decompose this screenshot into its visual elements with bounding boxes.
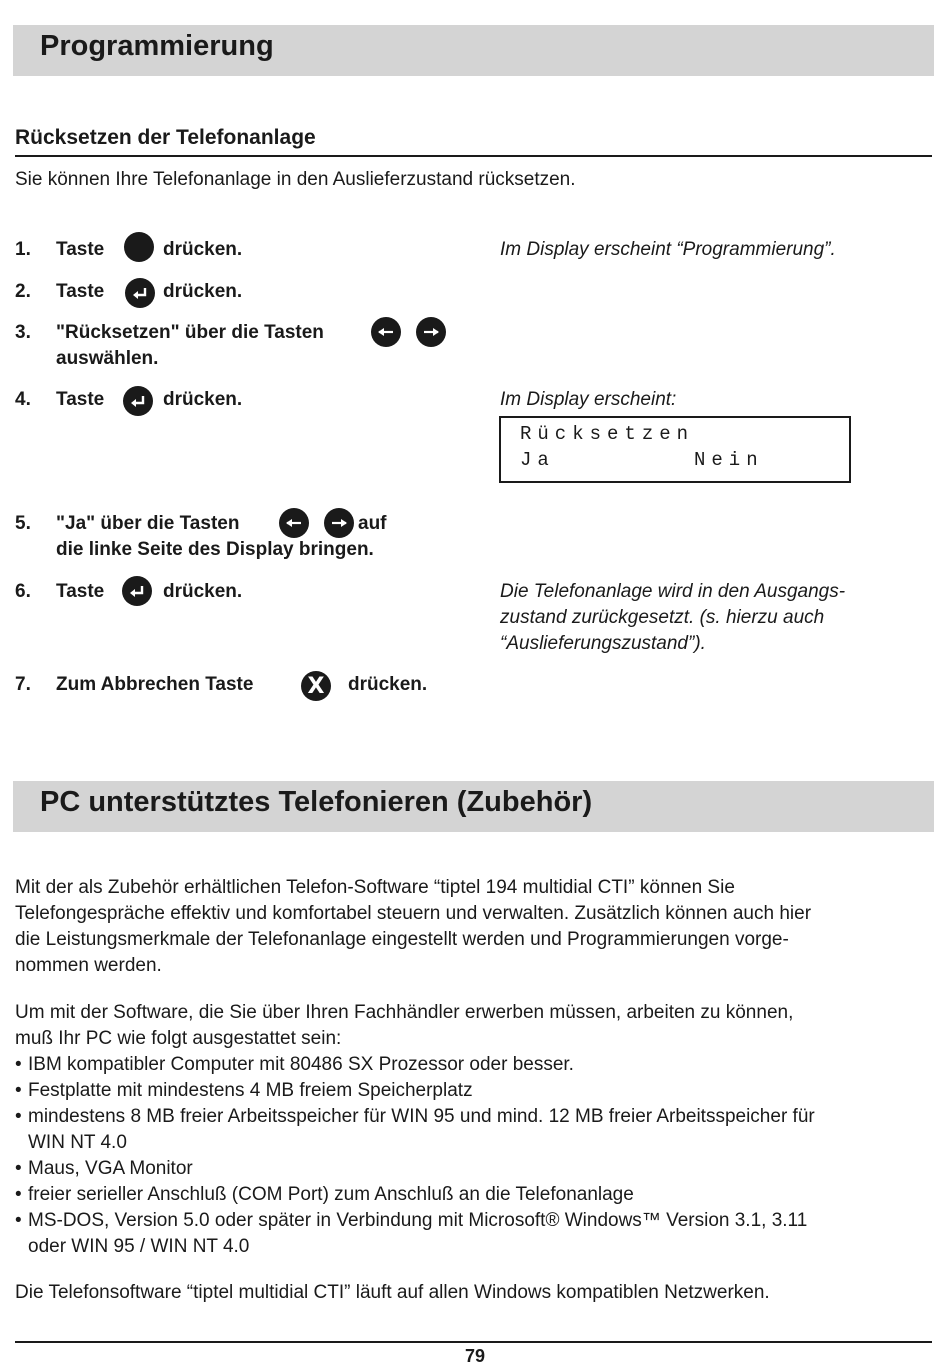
display-option-ja: Ja — [520, 449, 555, 471]
step-text-line1: "Rücksetzen" über die Tasten — [56, 322, 324, 343]
paragraph-2-line-2: muß Ihr PC wie folgt ausgestattet sein: — [15, 1028, 342, 1049]
requirement-text: MS-DOS, Version 5.0 oder später in Verbindung mit Microsoft® Windows™ Version 3.1, 3.11 — [28, 1210, 808, 1231]
requirement-text-continued: WIN NT 4.0 — [28, 1132, 127, 1153]
enter-key-icon — [123, 386, 153, 416]
paragraph-1-line-2: Telefongespräche effektiv und komfortabel steuern und verwalten. Zusätzlich können auch hier — [15, 903, 812, 924]
divider-rule — [15, 155, 932, 157]
cancel-key-icon: X — [301, 671, 331, 701]
section-title-pc-telephony: PC unterstütztes Telefonieren (Zubehör) — [40, 786, 593, 818]
step-text-post: drücken. — [348, 674, 428, 695]
requirement-text: freier serieller Anschluß (COM Port) zum Anschluß an die Telefonanlage — [28, 1184, 634, 1205]
requirement-text: Maus, VGA Monitor — [28, 1158, 193, 1179]
section-title-programmierung: Programmierung — [40, 30, 274, 62]
step-text-line1-pre: "Ja" über die Tasten — [56, 513, 240, 534]
display-line-1: Rücksetzen — [520, 423, 695, 445]
bullet-marker: • — [15, 1106, 22, 1127]
note-step-6-line-2: zustand zurückgesetzt. (s. hierzu auch — [500, 607, 825, 628]
footer-rule — [15, 1341, 932, 1343]
subheading-reset: Rücksetzen der Telefonanlage — [15, 126, 316, 149]
note-step-6-line-1: Die Telefonanlage wird in den Ausgangs- — [500, 581, 846, 602]
step-text-line2: die linke Seite des Display bringen. — [56, 539, 374, 560]
requirement-text: Festplatte mit mindestens 4 MB freiem Speicherplatz — [28, 1080, 473, 1101]
step-number: 2. — [15, 281, 31, 302]
left-arrow-key-icon — [371, 317, 401, 347]
display-option-nein: Nein — [694, 449, 764, 471]
step-text-pre: Taste — [56, 281, 105, 302]
paragraph-2-line-1: Um mit der Software, die Sie über Ihren Fachhändler erwerben müssen, arbeiten zu können, — [15, 1002, 794, 1023]
right-arrow-key-icon — [324, 508, 354, 538]
right-arrow-key-icon — [416, 317, 446, 347]
step-text-post: drücken. — [163, 281, 243, 302]
note-step-4: Im Display erscheint: — [500, 389, 677, 410]
paragraph-1-line-3: die Leistungsmerkmale der Telefonanlage eingestellt werden und Programmierungen vorge- — [15, 929, 789, 950]
bullet-marker: • — [15, 1054, 22, 1075]
step-text-pre: Zum Abbrechen Taste — [56, 674, 254, 695]
step-number: 6. — [15, 581, 31, 602]
step-text-post: drücken. — [163, 239, 243, 260]
requirement-text-continued: oder WIN 95 / WIN NT 4.0 — [28, 1236, 250, 1257]
step-text-post: drücken. — [163, 389, 243, 410]
paragraph-1-line-4: nommen werden. — [15, 955, 162, 976]
enter-key-icon — [122, 576, 152, 606]
bullet-marker: • — [15, 1158, 22, 1179]
bullet-marker: • — [15, 1184, 22, 1205]
step-number: 7. — [15, 674, 31, 695]
step-number: 3. — [15, 322, 31, 343]
closing-text: Die Telefonsoftware “tiptel multidial CTI” läuft auf allen Windows kompatiblen Netzwerken. — [15, 1282, 770, 1303]
step-text-pre: Taste — [56, 239, 105, 260]
step-number: 5. — [15, 513, 31, 534]
bullet-marker: • — [15, 1080, 22, 1101]
step-text-pre: Taste — [56, 581, 105, 602]
step-number: 1. — [15, 239, 31, 260]
bullet-marker: • — [15, 1210, 22, 1231]
requirement-text: IBM kompatibler Computer mit 80486 SX Prozessor oder besser. — [28, 1054, 574, 1075]
step-text-pre: Taste — [56, 389, 105, 410]
note-step-6-line-3: “Auslieferungszustand”). — [500, 633, 706, 654]
step-number: 4. — [15, 389, 31, 410]
menu-key-icon — [124, 232, 154, 262]
note-step-1: Im Display erscheint “Programmierung”. — [500, 239, 836, 260]
left-arrow-key-icon — [279, 508, 309, 538]
step-text-line2: auswählen. — [56, 348, 159, 369]
step-text-line1-post: auf — [358, 513, 387, 534]
paragraph-1-line-1: Mit der als Zubehör erhältlichen Telefon-Software “tiptel 194 multidial CTI” können Sie — [15, 877, 735, 898]
page-number: 79 — [464, 1346, 486, 1366]
intro-text: Sie können Ihre Telefonanlage in den Auslieferzustand rücksetzen. — [15, 169, 576, 190]
enter-key-icon — [125, 278, 155, 308]
step-text-post: drücken. — [163, 581, 243, 602]
requirement-text: mindestens 8 MB freier Arbeitsspeicher für WIN 95 und mind. 12 MB freier Arbeitsspeicher für — [28, 1106, 815, 1127]
display-preview — [499, 416, 851, 483]
